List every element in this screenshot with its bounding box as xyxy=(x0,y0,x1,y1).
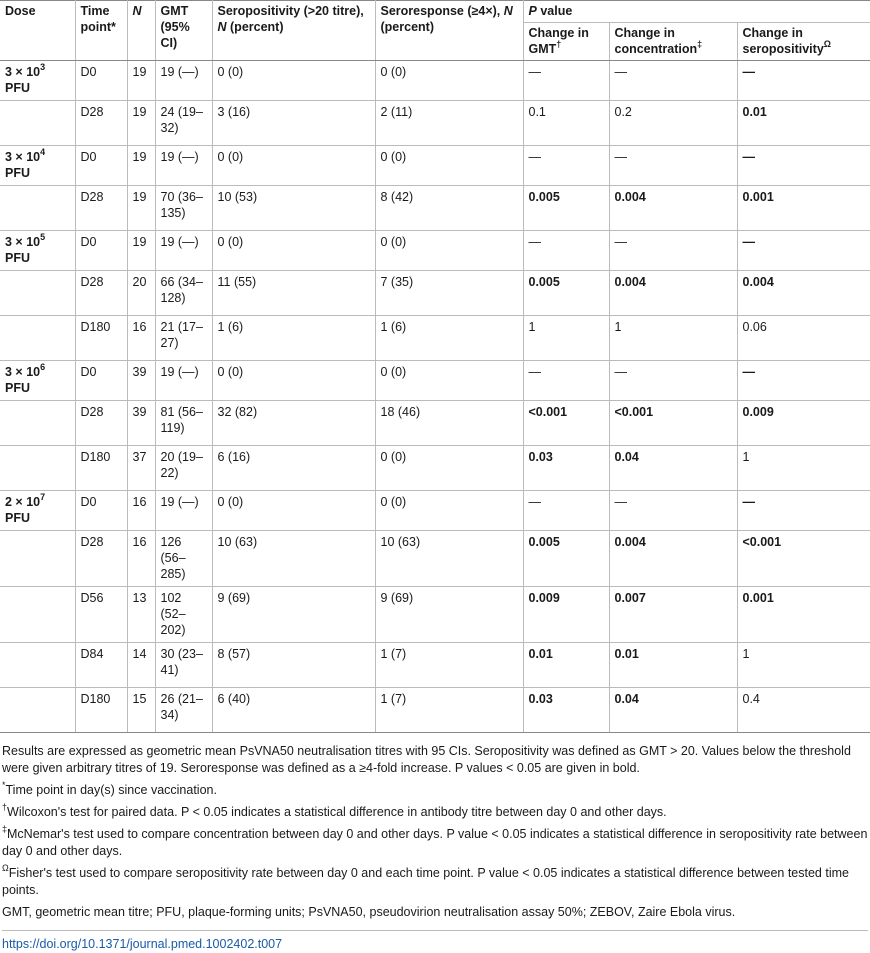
n-cell: 16 xyxy=(127,316,155,361)
time-point-cell: D0 xyxy=(75,146,127,186)
gmt-cell: 20 (19–22) xyxy=(155,446,212,491)
p-seropositivity-cell: — xyxy=(737,361,870,401)
dose-cell xyxy=(0,688,75,733)
table-row xyxy=(0,271,870,316)
n-cell: 13 xyxy=(127,587,155,643)
dose-cell: $2 \times 10^7$ PFU xyxy=(0,491,75,531)
p-concentration-cell: — xyxy=(609,231,737,271)
seropositivity-cell: 0 (0) xyxy=(212,146,375,186)
dose-cell xyxy=(0,531,75,587)
p-gmt-cell: 0.009 xyxy=(523,587,609,643)
time-point-cell: D180 xyxy=(75,446,127,491)
header-gmt: GMT (95% CI) xyxy=(155,1,212,61)
gmt-cell: 19 (—) xyxy=(155,361,212,401)
seroresponse-cell: 0 (0) xyxy=(375,446,523,491)
gmt-cell: 126 (56–285) xyxy=(155,531,212,587)
dose-cell: $3 \times 10^3$ PFU xyxy=(0,61,75,101)
seroresponse-cell: 9 (69) xyxy=(375,587,523,643)
p-concentration-cell: — xyxy=(609,61,737,101)
gmt-cell: 70 (36–135) xyxy=(155,186,212,231)
p-concentration-cell: 0.004 xyxy=(609,271,737,316)
n-cell: 16 xyxy=(127,491,155,531)
dose-cell xyxy=(0,401,75,446)
p-gmt-cell: — xyxy=(523,146,609,186)
dose-cell: $3 \times 10^5$ PFU xyxy=(0,231,75,271)
table-row xyxy=(0,587,870,643)
p-seropositivity-cell: 0.4 xyxy=(737,688,870,733)
seropositivity-cell: 3 (16) xyxy=(212,101,375,146)
time-point-cell: D84 xyxy=(75,643,127,688)
p-gmt-cell: 0.005 xyxy=(523,531,609,587)
time-point-cell: D28 xyxy=(75,401,127,446)
gmt-cell: 21 (17–27) xyxy=(155,316,212,361)
header-p-value: P value xyxy=(523,1,870,23)
p-gmt-cell: — xyxy=(523,231,609,271)
p-gmt-cell: 0.03 xyxy=(523,446,609,491)
seroresponse-cell: 18 (46) xyxy=(375,401,523,446)
table-row xyxy=(0,531,870,587)
n-cell: 14 xyxy=(127,643,155,688)
seropositivity-cell: 6 (40) xyxy=(212,688,375,733)
table-row xyxy=(0,146,870,186)
header-change-gmt: Change in GMT† xyxy=(523,23,609,61)
p-seropositivity-cell: 0.001 xyxy=(737,186,870,231)
dose-cell xyxy=(0,316,75,361)
table-row xyxy=(0,688,870,733)
seropositivity-cell: 1 (6) xyxy=(212,316,375,361)
n-cell: 39 xyxy=(127,361,155,401)
seropositivity-cell: 0 (0) xyxy=(212,361,375,401)
p-seropositivity-cell: 0.004 xyxy=(737,271,870,316)
time-point-cell: D0 xyxy=(75,61,127,101)
p-gmt-cell: 0.005 xyxy=(523,271,609,316)
n-cell: 16 xyxy=(127,531,155,587)
p-gmt-cell: — xyxy=(523,361,609,401)
table-row xyxy=(0,361,870,401)
header-n: N xyxy=(127,1,155,61)
seropositivity-cell: 0 (0) xyxy=(212,61,375,101)
n-cell: 37 xyxy=(127,446,155,491)
dose-cell xyxy=(0,446,75,491)
table-row xyxy=(0,231,870,271)
table-row xyxy=(0,491,870,531)
footnote-omega: $^\Omega$Fisher's test used to compare seropositivity rate between day 0 and each time point. P value < 0.05 indicates a statistical difference between tested time points. xyxy=(2,862,849,897)
note-abbreviations: GMT, geometric mean titre; PFU, plaque-forming units; PsVNA50, pseudovirion neutralisation assay 50%; ZEBOV, Zaire Ebola virus. xyxy=(2,905,736,919)
seroresponse-cell: 0 (0) xyxy=(375,231,523,271)
header-dose: Dose xyxy=(0,1,75,61)
p-seropositivity-cell: 1 xyxy=(737,643,870,688)
p-seropositivity-cell: 0.01 xyxy=(737,101,870,146)
header-change-seropositivity: Change in seropositivity$^\Omega$ xyxy=(737,23,870,61)
time-point-cell: D28 xyxy=(75,531,127,587)
seropositivity-cell: 6 (16) xyxy=(212,446,375,491)
gmt-cell: 24 (19–32) xyxy=(155,101,212,146)
table-row xyxy=(0,316,870,361)
seroresponse-cell: 1 (6) xyxy=(375,316,523,361)
p-seropositivity-cell: — xyxy=(737,146,870,186)
table-notes xyxy=(0,733,870,953)
footnote-star: *Time point in day(s) since vaccination. xyxy=(2,779,217,797)
p-seropositivity-cell: 0.009 xyxy=(737,401,870,446)
n-cell: 20 xyxy=(127,271,155,316)
note-main: Results are expressed as geometric mean PsVNA50 neutralisation titres with 95 CIs. Seropositivity was defined as GMT > 20. Values below the threshold were given arbitrary titres of 19. Seroresponse was defined as a ≥4-fold increase. P values < 0.05 are given in bold. xyxy=(2,744,851,775)
header-seropositivity: Seropositivity (>20 titre), N (percent) xyxy=(212,1,375,61)
seroresponse-cell: 0 (0) xyxy=(375,146,523,186)
dose-cell xyxy=(0,587,75,643)
p-gmt-cell: 0.03 xyxy=(523,688,609,733)
p-gmt-cell: — xyxy=(523,61,609,101)
p-concentration-cell: <0.001 xyxy=(609,401,737,446)
p-concentration-cell: 1 xyxy=(609,316,737,361)
p-gmt-cell: 0.1 xyxy=(523,101,609,146)
p-gmt-cell: 0.005 xyxy=(523,186,609,231)
gmt-cell: 19 (—) xyxy=(155,491,212,531)
n-cell: 19 xyxy=(127,101,155,146)
p-concentration-cell: 0.004 xyxy=(609,531,737,587)
n-cell: 19 xyxy=(127,231,155,271)
n-cell: 19 xyxy=(127,146,155,186)
header-time-point: Time point* xyxy=(75,1,127,61)
p-concentration-cell: 0.04 xyxy=(609,446,737,491)
table-row xyxy=(0,446,870,491)
gmt-cell: 26 (21–34) xyxy=(155,688,212,733)
time-point-cell: D28 xyxy=(75,101,127,146)
p-seropositivity-cell: 1 xyxy=(737,446,870,491)
seropositivity-cell: 0 (0) xyxy=(212,231,375,271)
seroresponse-cell: 0 (0) xyxy=(375,61,523,101)
seroresponse-cell: 8 (42) xyxy=(375,186,523,231)
p-seropositivity-cell: — xyxy=(737,231,870,271)
seropositivity-cell: 10 (63) xyxy=(212,531,375,587)
p-concentration-cell: 0.04 xyxy=(609,688,737,733)
p-concentration-cell: 0.2 xyxy=(609,101,737,146)
table-row xyxy=(0,643,870,688)
p-seropositivity-cell: 0.001 xyxy=(737,587,870,643)
seropositivity-cell: 8 (57) xyxy=(212,643,375,688)
seropositivity-cell: 32 (82) xyxy=(212,401,375,446)
seropositivity-cell: 0 (0) xyxy=(212,491,375,531)
time-point-cell: D56 xyxy=(75,587,127,643)
dose-cell xyxy=(0,101,75,146)
gmt-cell: 81 (56–119) xyxy=(155,401,212,446)
p-concentration-cell: 0.01 xyxy=(609,643,737,688)
p-seropositivity-cell: — xyxy=(737,491,870,531)
seroresponse-cell: 0 (0) xyxy=(375,361,523,401)
gmt-cell: 30 (23–41) xyxy=(155,643,212,688)
table-row xyxy=(0,101,870,146)
p-concentration-cell: — xyxy=(609,491,737,531)
seroresponse-cell: 0 (0) xyxy=(375,491,523,531)
header-seroresponse: Seroresponse (≥4×), N (percent) xyxy=(375,1,523,61)
dose-cell xyxy=(0,186,75,231)
gmt-cell: 19 (—) xyxy=(155,61,212,101)
p-concentration-cell: — xyxy=(609,146,737,186)
seropositivity-cell: 9 (69) xyxy=(212,587,375,643)
header-change-concentration: Change in concentration‡ xyxy=(609,23,737,61)
p-gmt-cell: 1 xyxy=(523,316,609,361)
seroresponse-cell: 1 (7) xyxy=(375,688,523,733)
n-cell: 19 xyxy=(127,186,155,231)
p-seropositivity-cell: 0.06 xyxy=(737,316,870,361)
p-gmt-cell: — xyxy=(523,491,609,531)
seroresponse-cell: 7 (35) xyxy=(375,271,523,316)
p-gmt-cell: <0.001 xyxy=(523,401,609,446)
gmt-cell: 19 (—) xyxy=(155,231,212,271)
time-point-cell: D180 xyxy=(75,688,127,733)
dose-cell xyxy=(0,271,75,316)
table-row xyxy=(0,186,870,231)
gmt-cell: 102 (52–202) xyxy=(155,587,212,643)
footnote-double-dagger: ‡McNemar's test used to compare concentration between day 0 and other days. P value < 0.05 indicates a statistical difference in seropositivity rate between day 0 and other days. xyxy=(2,823,868,858)
dose-cell: $3 \times 10^6$ PFU xyxy=(0,361,75,401)
table-row xyxy=(0,61,870,101)
n-cell: 19 xyxy=(127,61,155,101)
table-row xyxy=(0,401,870,446)
time-point-cell: D0 xyxy=(75,231,127,271)
time-point-cell: D180 xyxy=(75,316,127,361)
time-point-cell: D28 xyxy=(75,271,127,316)
seropositivity-cell: 11 (55) xyxy=(212,271,375,316)
time-point-cell: D28 xyxy=(75,186,127,231)
n-cell: 15 xyxy=(127,688,155,733)
p-concentration-cell: 0.004 xyxy=(609,186,737,231)
seropositivity-cell: 10 (53) xyxy=(212,186,375,231)
n-cell: 39 xyxy=(127,401,155,446)
p-seropositivity-cell: — xyxy=(737,61,870,101)
seroresponse-cell: 1 (7) xyxy=(375,643,523,688)
time-point-cell: D0 xyxy=(75,361,127,401)
p-concentration-cell: — xyxy=(609,361,737,401)
time-point-cell: D0 xyxy=(75,491,127,531)
seroresponse-cell: 2 (11) xyxy=(375,101,523,146)
doi-link[interactable]: https://doi.org/10.1371/journal.pmed.1002402.t007 xyxy=(2,930,868,953)
p-gmt-cell: 0.01 xyxy=(523,643,609,688)
gmt-cell: 19 (—) xyxy=(155,146,212,186)
gmt-cell: 66 (34–128) xyxy=(155,271,212,316)
dose-cell: $3 \times 10^4$ PFU xyxy=(0,146,75,186)
p-seropositivity-cell: <0.001 xyxy=(737,531,870,587)
p-concentration-cell: 0.007 xyxy=(609,587,737,643)
footnote-dagger: †Wilcoxon's test for paired data. P < 0.05 indicates a statistical difference in antibody titre between day 0 and other days. xyxy=(2,801,667,819)
dose-cell xyxy=(0,643,75,688)
seroresponse-cell: 10 (63) xyxy=(375,531,523,587)
